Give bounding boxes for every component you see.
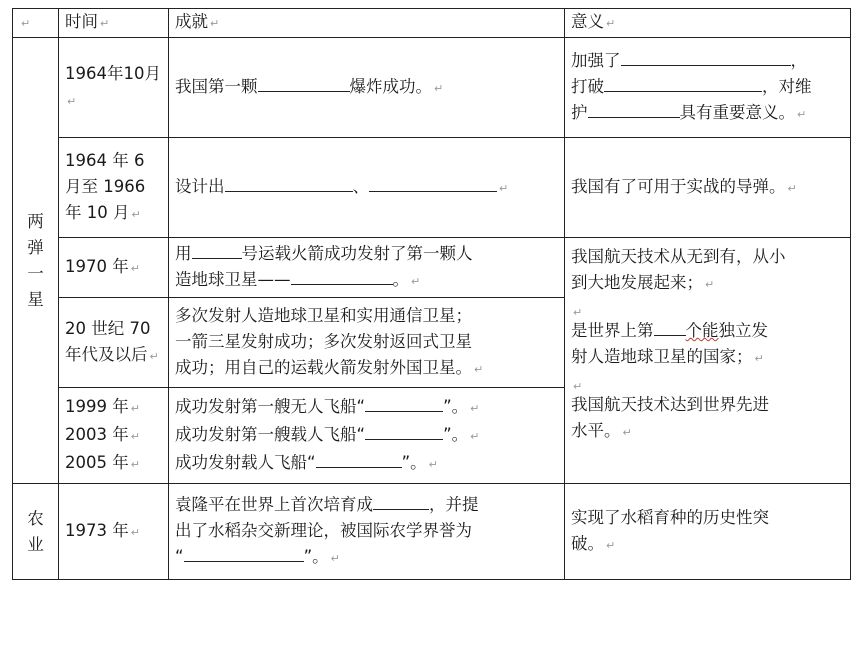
time-cell: 1999 年 ↵ 2003 年 ↵ 2005 年 ↵ <box>59 388 169 484</box>
achievement-cell: 多次发射人造地球卫星和实用通信卫星； 一箭三星发射成功；多次发射返回式卫星 成功；用自己的运载火箭发射外国卫星。 ↵ <box>169 298 565 388</box>
fill-blank[interactable] <box>621 48 791 66</box>
fill-blank[interactable] <box>365 422 443 440</box>
fill-blank[interactable] <box>184 544 304 562</box>
achievement-cell: 设计出 、 ↵ <box>169 138 565 238</box>
achievements-table <box>12 8 851 580</box>
header-significance: 意义 ↵ <box>565 9 851 38</box>
fill-blank[interactable] <box>316 450 402 468</box>
fill-blank[interactable] <box>373 492 429 510</box>
header-achievement: 成就 ↵ <box>169 9 565 38</box>
category-label: 农业 <box>27 508 44 554</box>
table-row <box>13 38 851 138</box>
fill-blank[interactable] <box>291 267 393 285</box>
time-cell: 1964 年 6 月至 1966 年 10 月 ↵ <box>59 138 169 238</box>
fill-blank[interactable] <box>588 100 680 118</box>
table-row <box>13 138 851 238</box>
achievement-cell: 成功发射第一艘无人飞船“ ”。 ↵ 成功发射第一艘载人飞船“ ”。 ↵ 成功发射载人飞船“ ”。 ↵ <box>169 388 565 484</box>
category-two-bombs-one-star <box>13 38 59 484</box>
achievement-cell: 袁隆平在世界上首次培育成 ，并提 出了水稻杂交新理论，被国际农学界誉为 “ ”。 ↵ <box>169 484 565 580</box>
fill-blank[interactable] <box>604 74 762 92</box>
achievement-cell: 我国第一颗 爆炸成功。 ↵ <box>169 38 565 138</box>
time-cell: 1973 年 ↵ <box>59 484 169 580</box>
category-label: 两弹一星 <box>27 211 44 309</box>
fill-blank[interactable] <box>369 174 497 192</box>
time-cell: 1964年10月↵ <box>59 38 169 138</box>
table-row <box>13 238 851 298</box>
fill-blank[interactable] <box>258 74 350 92</box>
table-row <box>13 484 851 580</box>
significance-cell: 我国有了可用于实战的导弹。 ↵ <box>565 138 851 238</box>
header-corner-cell: ↵ <box>13 9 59 38</box>
significance-cell: 实现了水稻育种的历史性突 破。 ↵ <box>565 484 851 580</box>
space-significance-cell: 我国航天技术从无到有，从小 到大地发展起来； ↵ ↵ 是世界上第 个能独立发 射人造地球卫星的国家； ↵ ↵ 我国航天技术达到世界先进 水平。 ↵ <box>565 238 851 484</box>
fill-blank[interactable] <box>654 318 686 336</box>
table-header-row <box>13 9 851 38</box>
category-agriculture <box>13 484 59 580</box>
fill-blank[interactable] <box>192 241 242 259</box>
time-cell: 1970 年 ↵ <box>59 238 169 298</box>
fill-blank[interactable] <box>225 174 353 192</box>
header-time: 时间 ↵ <box>59 9 169 38</box>
fill-blank[interactable] <box>365 394 443 412</box>
time-cell: 20 世纪 70 年代及以后 ↵ <box>59 298 169 388</box>
achievement-cell: 用 号运载火箭成功发射了第一颗人 造地球卫星—— 。 ↵ <box>169 238 565 298</box>
significance-cell: 加强了 ， 打破 ，对维 护 具有重要意义。 ↵ <box>565 38 851 138</box>
